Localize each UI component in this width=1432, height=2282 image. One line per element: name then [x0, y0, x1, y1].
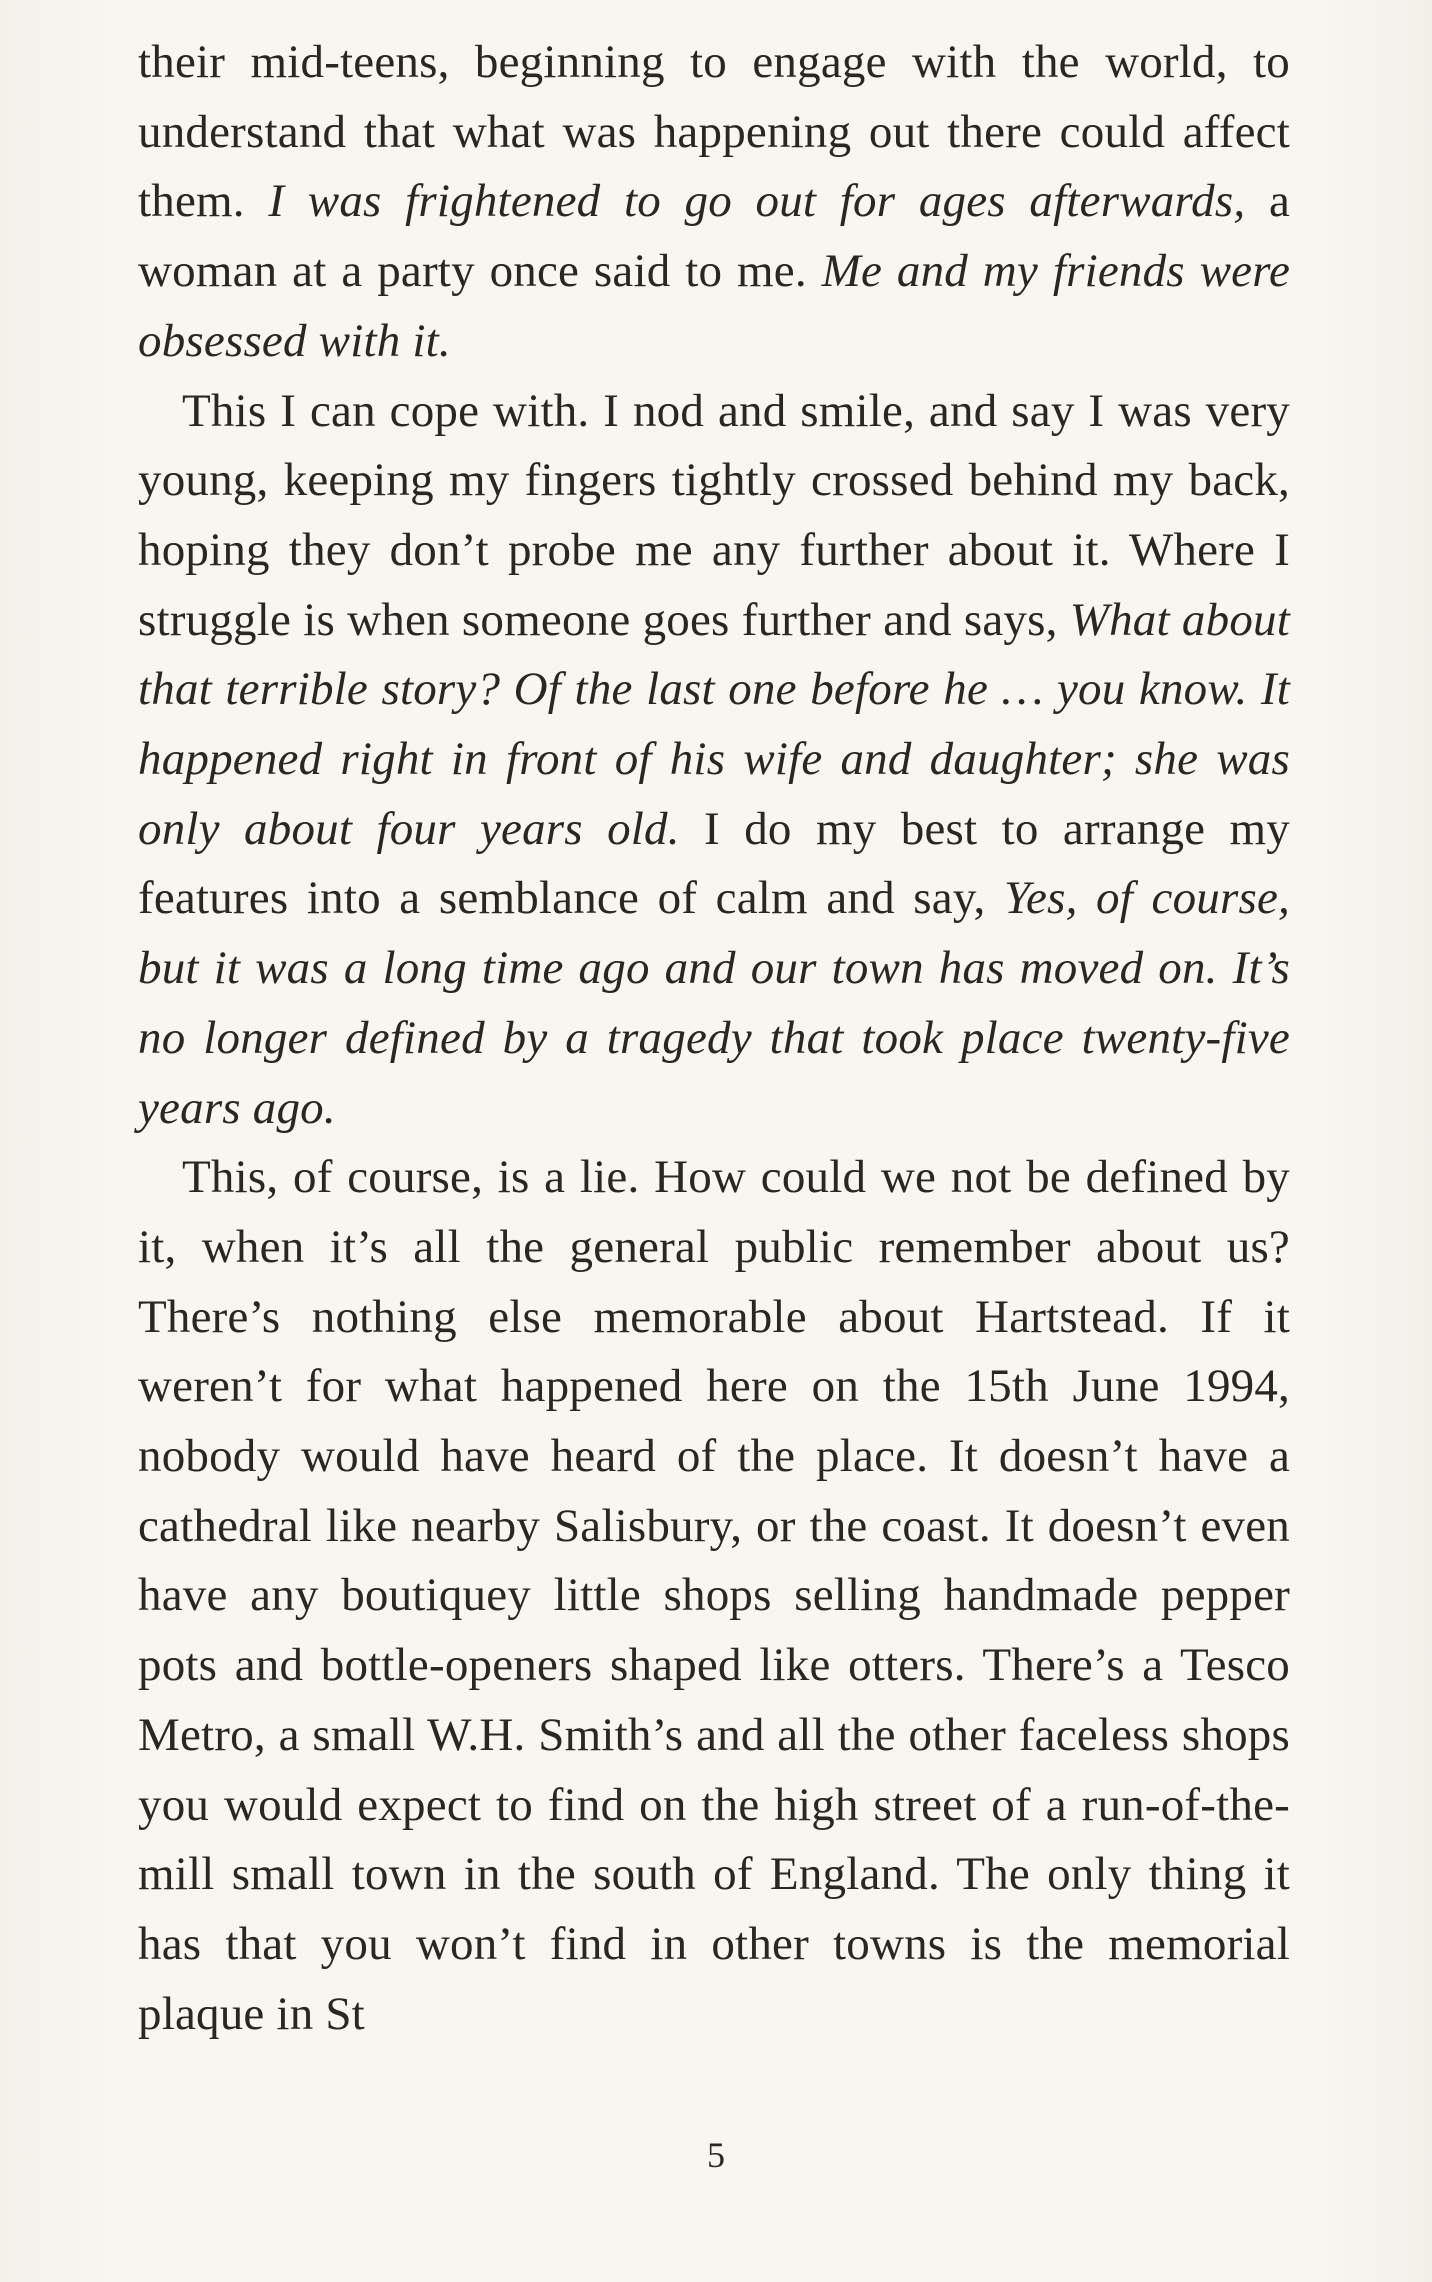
quote-moved-on: Yes, of course, but it was a long time ago and our town has moved on. It’s no longer defined by a tragedy that took place twenty-five years ago.	[138, 872, 1290, 1134]
quote-terrible-story: What about that terrible story? Of the last one before he … you know. It happened right in front of his wife and daughter; she was only about four years old.	[138, 593, 1290, 855]
paragraph-2-segment-1: This I can cope with. I nod and smile, and say I was very young, keeping my fingers tightly crossed behind my back, hoping they don’t probe me any further about it. Where I struggle is when someone goes further and says,	[138, 384, 1290, 646]
paragraph-3-segment-1: This, of course, is a lie. How could we not be defined by it, when it’s all the general public remember about us? There’s nothing else memorable about Hartstead. If it weren’t for what happened here on the 15th June 1994, nobody would have heard of the place. It doesn’t have a cathedral like nearby Salisbury, or the coast. It doesn’t even have any boutiquey little shops selling handmade pepper pots and bottle-openers shaped like otters. There’s a Tesco Metro, a small W.H. Smith’s and all the other faceless shops you would expect to find on the high street of a run-of-the-mill small town in the south of England. The only thing it has that you won’t find in other towns is the memorial plaque in St	[138, 1151, 1290, 2040]
quote-obsessed: Me and my friends were obsessed with it.	[138, 245, 1291, 367]
paragraph-2	[138, 377, 1290, 1144]
paragraph-1-segment-3: a woman at a party once said to me.	[138, 175, 1290, 298]
body-text	[138, 28, 1290, 2049]
paragraph-1	[138, 28, 1290, 377]
paragraph-1-segment-1: their mid-teens, beginning to engage with the world, to understand that what was happening out there could affect them.	[138, 36, 1290, 228]
page-number: 5	[707, 2135, 725, 2175]
quote-frightened: I was frightened to go out for ages afterwards,	[268, 175, 1246, 228]
paragraph-3	[138, 1143, 1290, 2049]
paragraph-2-segment-3: I do my best to arrange my features into a semblance of calm and say,	[138, 802, 1290, 925]
